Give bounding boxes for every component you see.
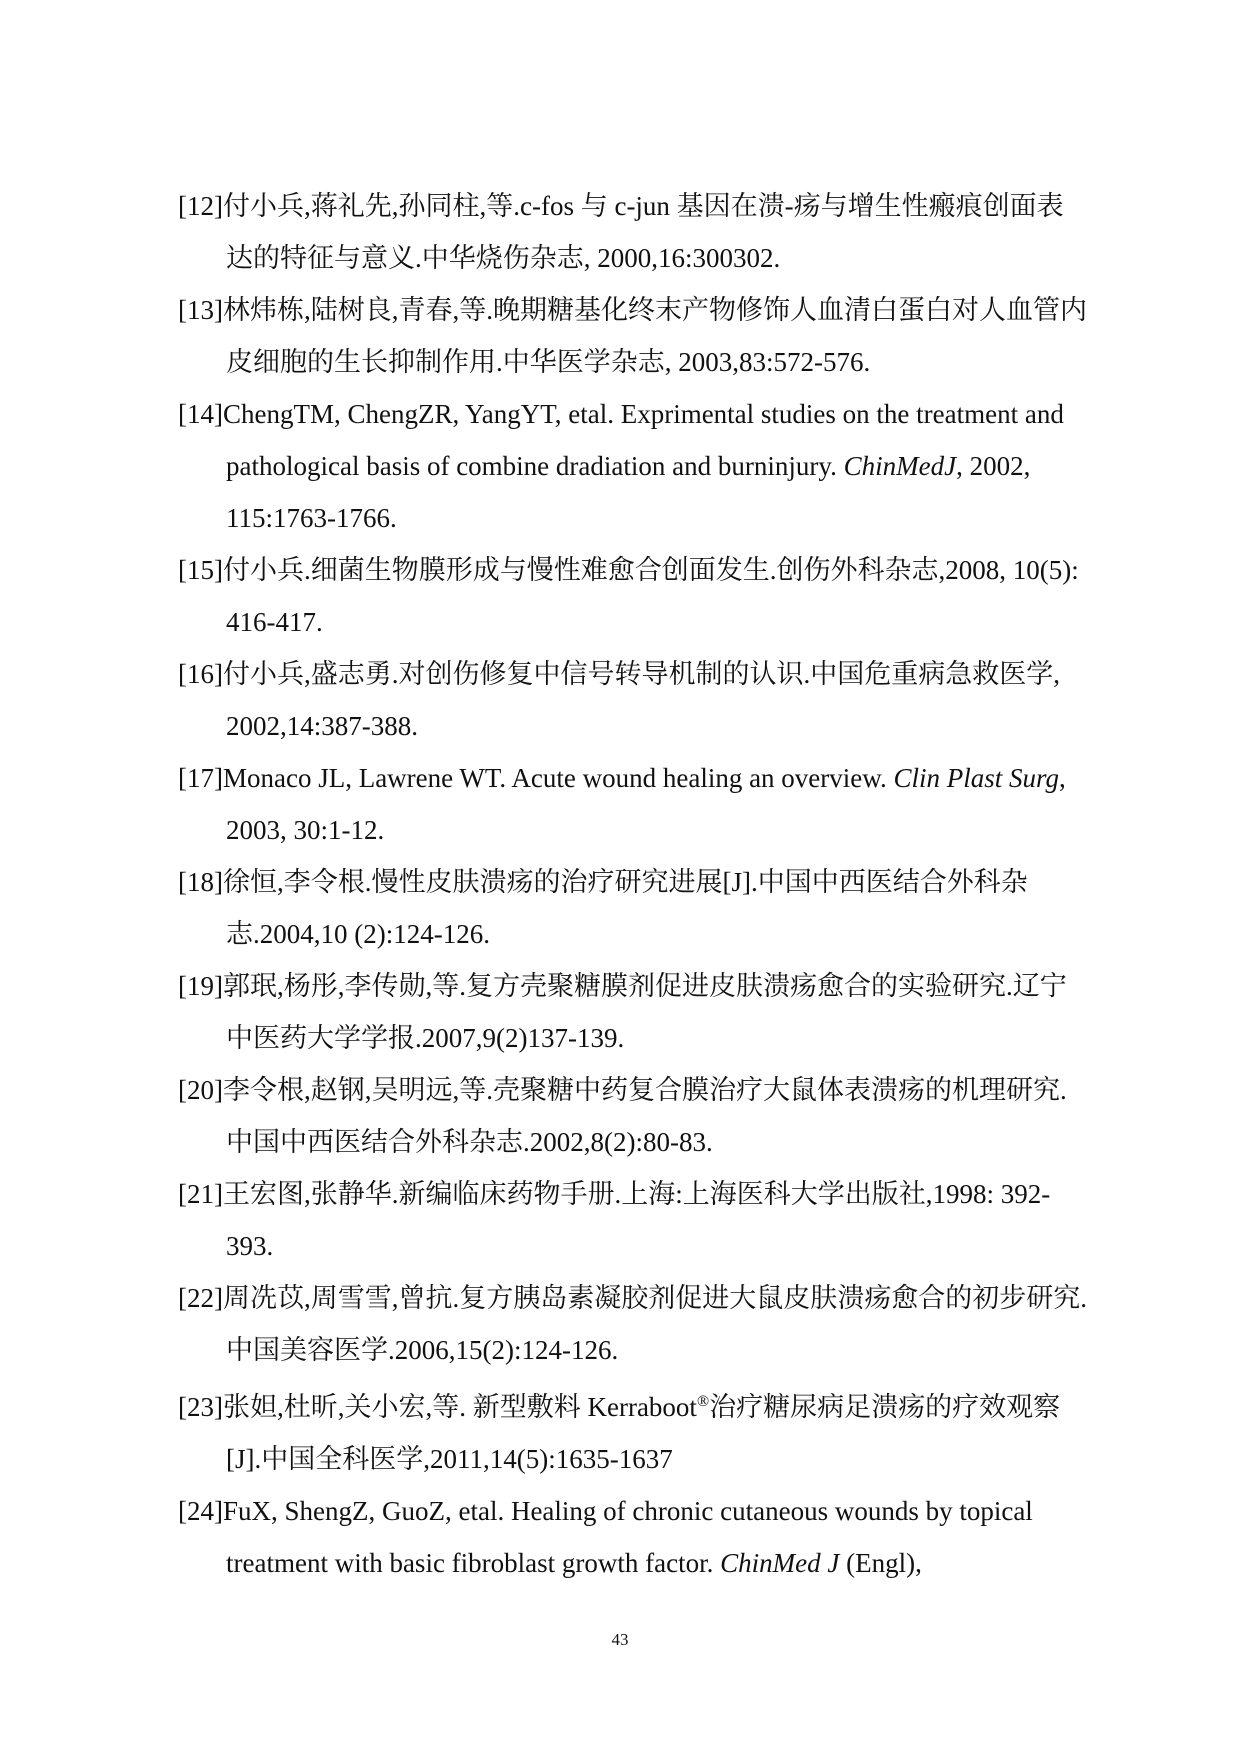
reference-item [178, 1168, 1088, 1272]
page-number: 43 [611, 1630, 629, 1649]
reference-text: [17]Monaco JL, Lawrene WT. Acute wound healing an overview. [178, 763, 894, 793]
reference-item [178, 180, 1088, 284]
reference-text: [24]FuX, ShengZ, GuoZ, etal. Healing of chronic cutaneous wounds by topical treatment with basic fibroblast growth factor. [178, 1496, 1033, 1578]
reference-item [178, 648, 1088, 752]
reference-text: , 2002, 115:1763-1766. [226, 451, 1031, 533]
reference-item [178, 752, 1088, 856]
reference-text: , 2003, 30:1-12. [226, 763, 1066, 845]
reference-item [178, 388, 1088, 544]
reference-text: [20]李令根,赵钢,吴明远,等.壳聚糖中药复合膜治疗大鼠体表溃疡的机理研究.中国中西医结合外科杂志.2002,8(2):80-83. [178, 1075, 1067, 1157]
reference-list [178, 180, 1088, 1589]
reference-text: [14]ChengTM, ChengZR, YangYT, etal. Exprimental studies on the treatment and pathological basis of combine dradiation and burninjury. [178, 399, 1064, 481]
journal-title: Clin Plast Surg [893, 763, 1060, 793]
reference-item [178, 544, 1088, 648]
reference-text: [16]付小兵,盛志勇.对创伤修复中信号转导机制的认识.中国危重病急救医学, 2002,14:387-388. [178, 659, 1060, 741]
reference-text: [21]王宏图,张静华.新编临床药物手册.上海:上海医科大学出版社,1998: 392-393. [178, 1179, 1051, 1261]
reference-item [178, 960, 1088, 1064]
reference-text: [22]周冼苡,周雪雪,曾抗.复方胰岛素凝胶剂促进大鼠皮肤溃疡愈合的初步研究.中国美容医学.2006,15(2):124-126. [178, 1283, 1087, 1365]
reference-item [178, 1485, 1088, 1589]
reference-text: [12]付小兵,蒋礼先,孙同柱,等.c-fos 与 c-jun 基因在溃-疡与增生性瘢痕创面表达的特征与意义.中华烧伤杂志, 2000,16:300302. [178, 191, 1064, 273]
registered-mark: ® [696, 1393, 710, 1410]
reference-text: [23]张妲,杜昕,关小宏,等. 新型敷料 Kerraboot [178, 1392, 697, 1422]
reference-item [178, 856, 1088, 960]
journal-title: ChinMedJ [843, 451, 957, 481]
reference-text: [19]郭珉,杨彤,李传勋,等.复方壳聚糖膜剂促进皮肤溃疡愈合的实验研究.辽宁中医药大学学报.2007,9(2)137-139. [178, 971, 1067, 1053]
reference-text: [18]徐恒,李令根.慢性皮肤溃疡的治疗研究进展[J].中国中西医结合外科杂志.2004,10 (2):124-126. [178, 867, 1028, 949]
reference-text: (Engl), [839, 1548, 922, 1578]
reference-text: [13]林炜栋,陆树良,青春,等.晚期糖基化终末产物修饰人血清白蛋白对人血管内皮细胞的生长抑制作用.中华医学杂志, 2003,83:572-576. [178, 295, 1087, 377]
reference-item [178, 1064, 1088, 1168]
reference-item [178, 1272, 1088, 1376]
journal-title: ChinMed J [720, 1548, 840, 1578]
reference-item [178, 1376, 1088, 1485]
reference-text: 治疗糖尿病足溃疡的疗效观察[J].中国全科医学,2011,14(5):1635-1637 [226, 1392, 1061, 1474]
reference-text: [15]付小兵.细菌生物膜形成与慢性难愈合创面发生.创伤外科杂志,2008, 10(5): 416-417. [178, 555, 1079, 637]
reference-item [178, 284, 1088, 388]
